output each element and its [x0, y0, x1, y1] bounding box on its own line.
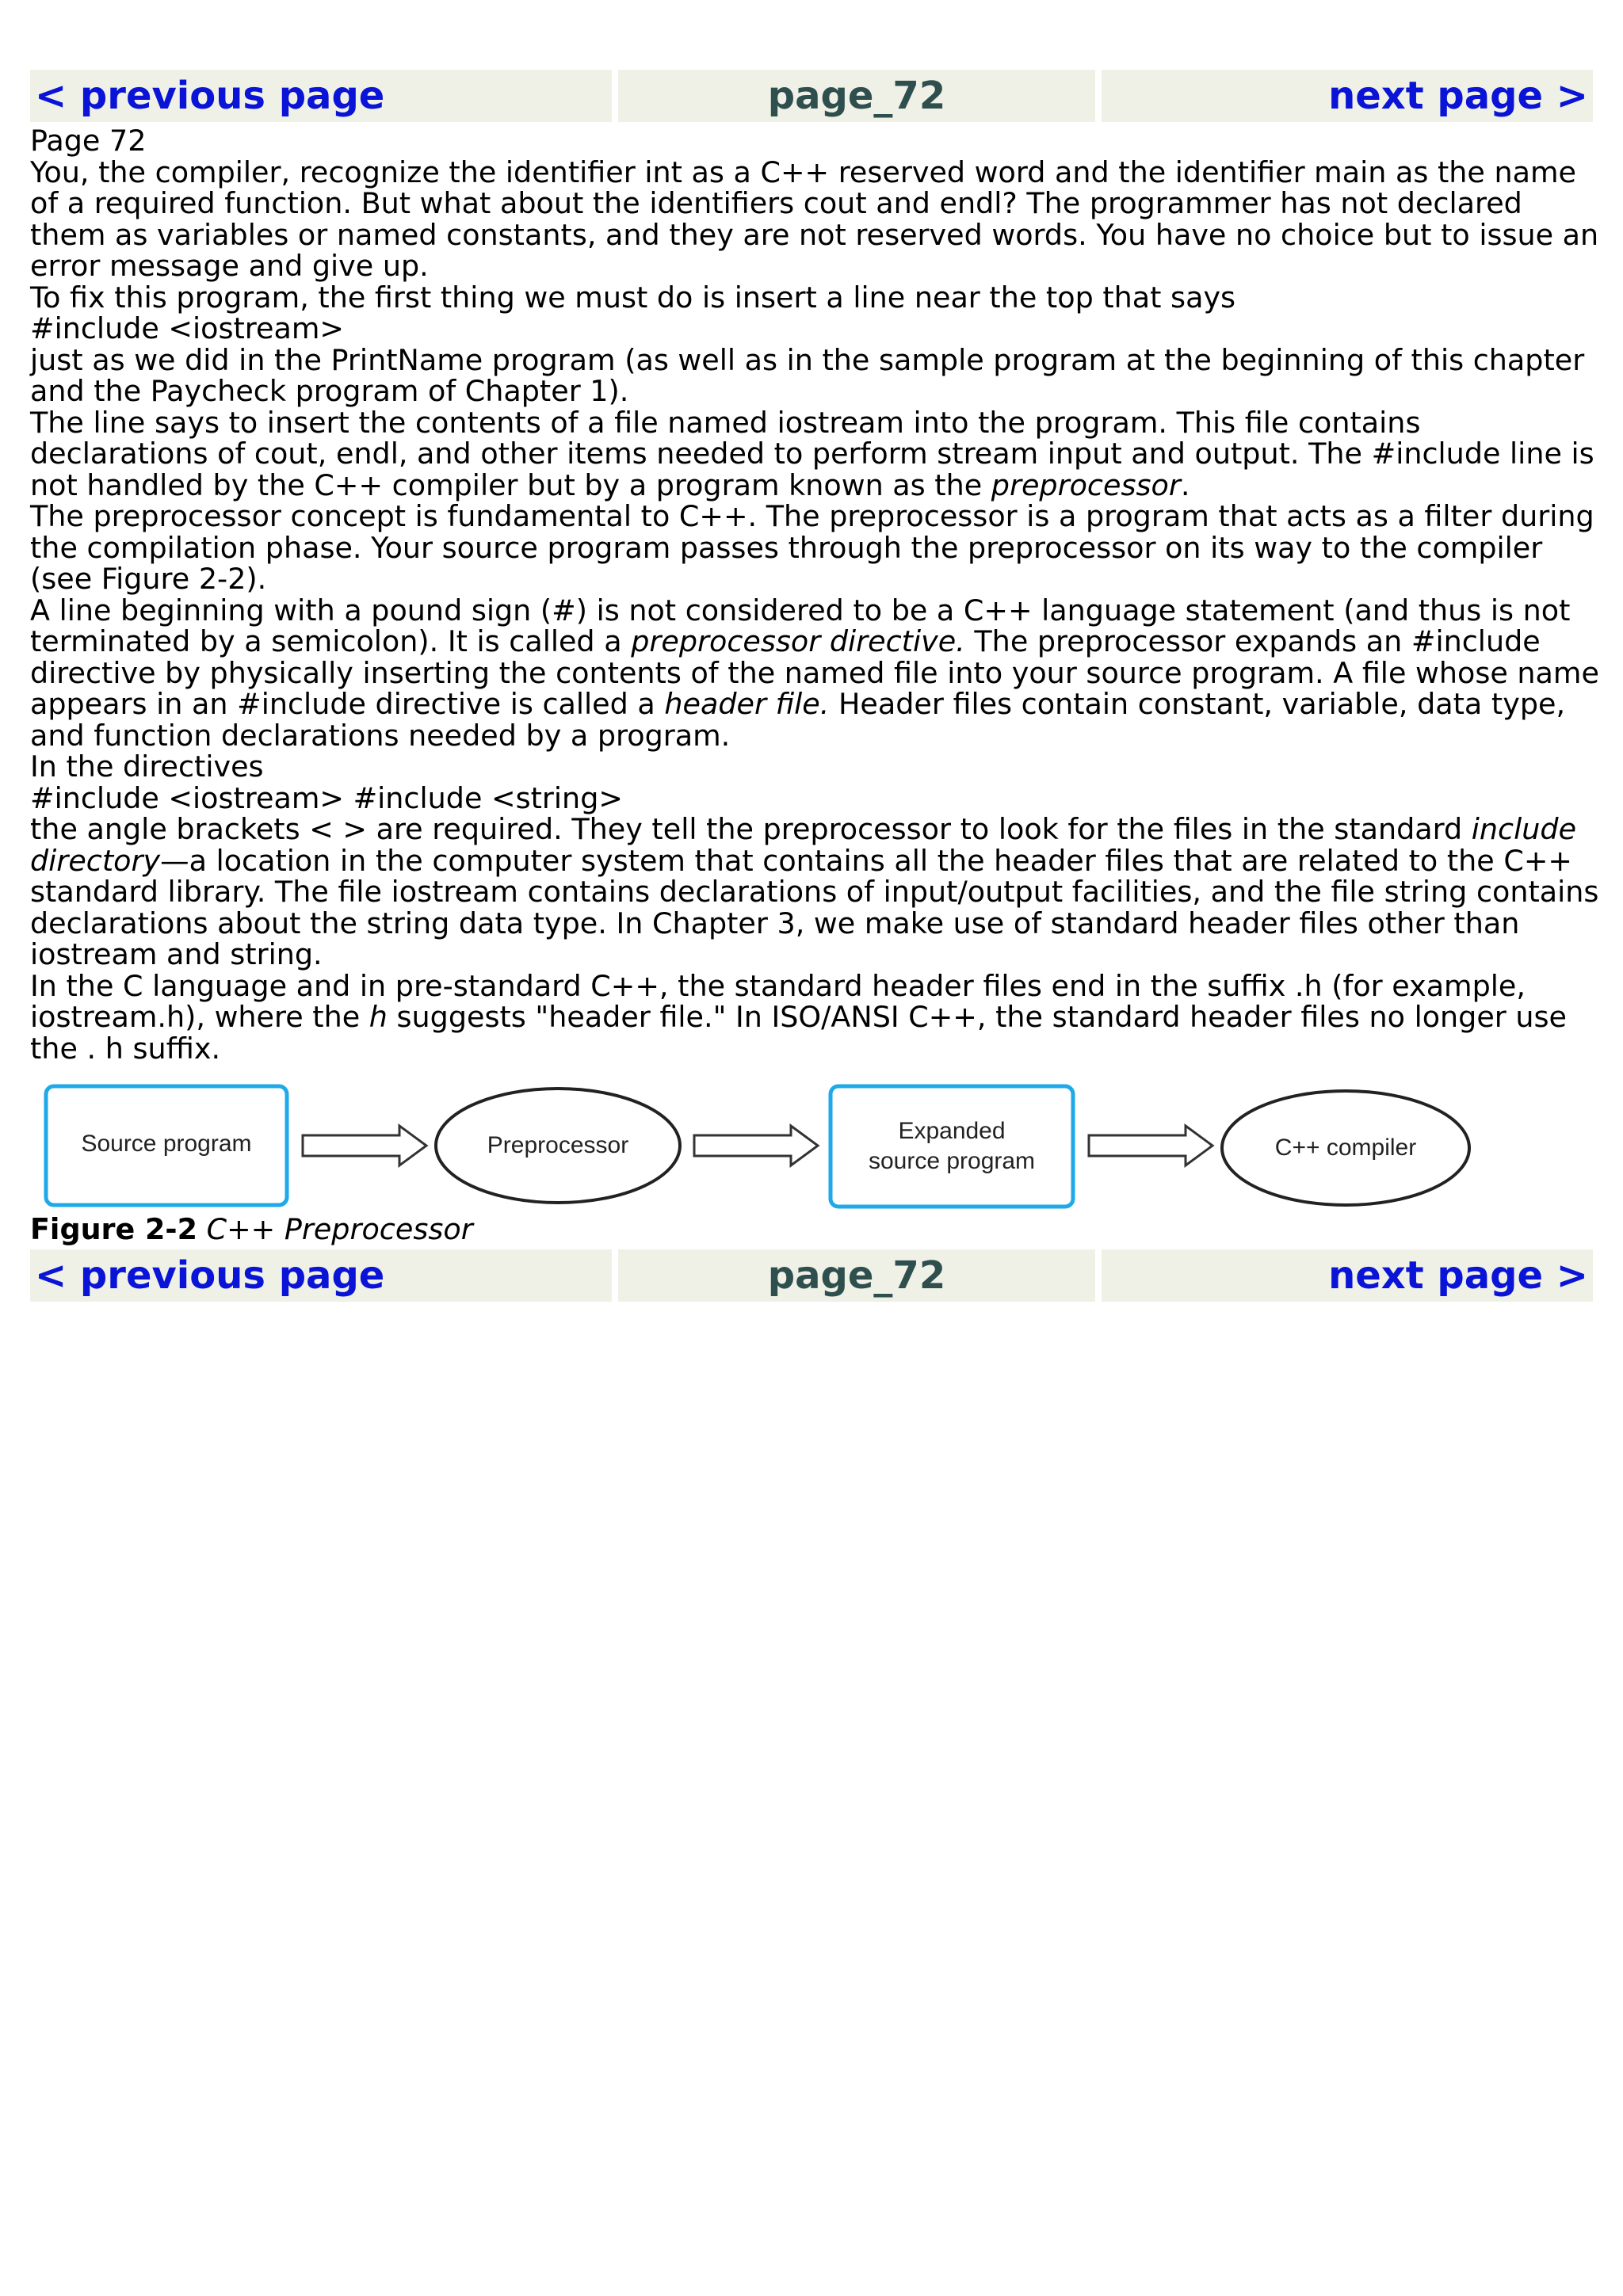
term-preprocessor-directive: preprocessor directive. [631, 624, 965, 658]
page-label: page_72 [767, 1253, 946, 1298]
arrow-right-icon [303, 1126, 426, 1165]
arrow-right-icon [694, 1126, 818, 1165]
code-line: #include <iostream> #include <string> [30, 780, 623, 815]
text-run: The preprocessor expands an #include directive by physically inserting the contents of the named file into your source program. A file whose name appears in an #include directive is called a [30, 624, 1599, 721]
next-page-link[interactable]: next page > [1328, 1253, 1588, 1298]
text-run: . [1180, 467, 1190, 502]
nav-next-cell [1102, 1249, 1593, 1302]
paragraph: The preprocessor concept is fundamental to C++. The preprocessor is a program that acts as a filter during the compilation phase. Your source program passes through the preprocessor on its way to the compiler (see Figure 2-2). [30, 499, 1594, 596]
code-line: #include <iostream> [30, 311, 344, 345]
term-h: h [369, 1000, 388, 1034]
page-label: page_72 [767, 74, 946, 118]
paragraph [30, 814, 1599, 971]
nav-page-cell [618, 1249, 1095, 1302]
nav-page-cell [618, 70, 1095, 122]
term-preprocessor: preprocessor [991, 467, 1181, 502]
bottom-navigation [30, 1249, 1599, 1302]
expanded-label-line2: source program [868, 1148, 1036, 1174]
expanded-source-program-box [831, 1086, 1073, 1207]
text-run: suggests "header file." In ISO/ANSI C++, the standard header files no longer use the . h suffix. [30, 1000, 1568, 1066]
top-navigation [30, 70, 1599, 122]
previous-page-link[interactable]: < previous page [35, 74, 385, 118]
paragraph: In the directives [30, 749, 264, 784]
paragraph: just as we did in the PrintName program (as well as in the sample program at the beginning of this chapter and the Paycheck program of Chapter 1). [30, 342, 1585, 408]
arrow-right-icon [1089, 1126, 1212, 1165]
document-page [30, 70, 1599, 1302]
figure-number: Figure 2-2 [30, 1212, 197, 1246]
paragraph [30, 968, 1599, 1066]
paragraph [30, 407, 1599, 502]
nav-prev-cell [30, 70, 612, 122]
text-run: In the C language and in pre-standard C++, the standard header files end in the suffix .h (for example, iostream.h), where the [30, 968, 1526, 1034]
figure-2-2-diagram [30, 1070, 1599, 1213]
nav-next-cell [1102, 70, 1593, 122]
expanded-label-line1: Expanded [898, 1118, 1006, 1144]
nav-prev-cell [30, 1249, 612, 1302]
figure-title: C++ Preprocessor [206, 1212, 473, 1246]
page-number-text: Page 72 [30, 124, 147, 158]
text-run: The line says to insert the contents of a file named iostream into the program. This file contains declarations of cout, endl, and other items needed to perform stream input and output. The #include line is not handled by the C++ compiler but by a program known as the [30, 405, 1594, 502]
compiler-label: C++ compiler [1274, 1135, 1417, 1161]
text-run: Header files contain constant, variable, data type, and function declarations needed by a program. [30, 687, 1566, 753]
text-run: —a location in the computer system that contains all the header files that are related to the C++ standard library. The file iostream contains declarations of input/output facilities, and the file string contains declarations about the string data type. In Chapter 3, we make use of standard header files other than iostream and string. [30, 843, 1599, 971]
text-run: the angle brackets < > are required. They tell the preprocessor to look for the files in the standard [30, 812, 1472, 846]
paragraph: You, the compiler, recognize the identifier int as a C++ reserved word and the identifier main as the name of a required function. But what about the identifiers cout and endl? The programmer has not declared them as variables or named constants, and they are not reserved words. You have no choice but to issue an error message and give up. [30, 154, 1599, 283]
figure-caption [30, 1213, 1599, 1248]
text-run: A line beginning with a pound sign (#) is not considered to be a C++ language statement (and thus is not terminated by a semicolon). It is called a [30, 593, 1571, 658]
previous-page-link[interactable]: < previous page [35, 1253, 385, 1298]
paragraph: To fix this program, the first thing we must do is insert a line near the top that says [30, 280, 1236, 315]
source-program-label: Source program [81, 1131, 252, 1157]
page-content [30, 125, 1599, 1064]
preprocessor-flow-diagram [30, 1070, 1599, 1213]
term-header-file: header file. [664, 687, 830, 721]
term-include-directory: include directory [30, 812, 1577, 878]
paragraph [30, 595, 1599, 752]
preprocessor-label: Preprocessor [487, 1132, 629, 1158]
next-page-link[interactable]: next page > [1328, 74, 1588, 118]
